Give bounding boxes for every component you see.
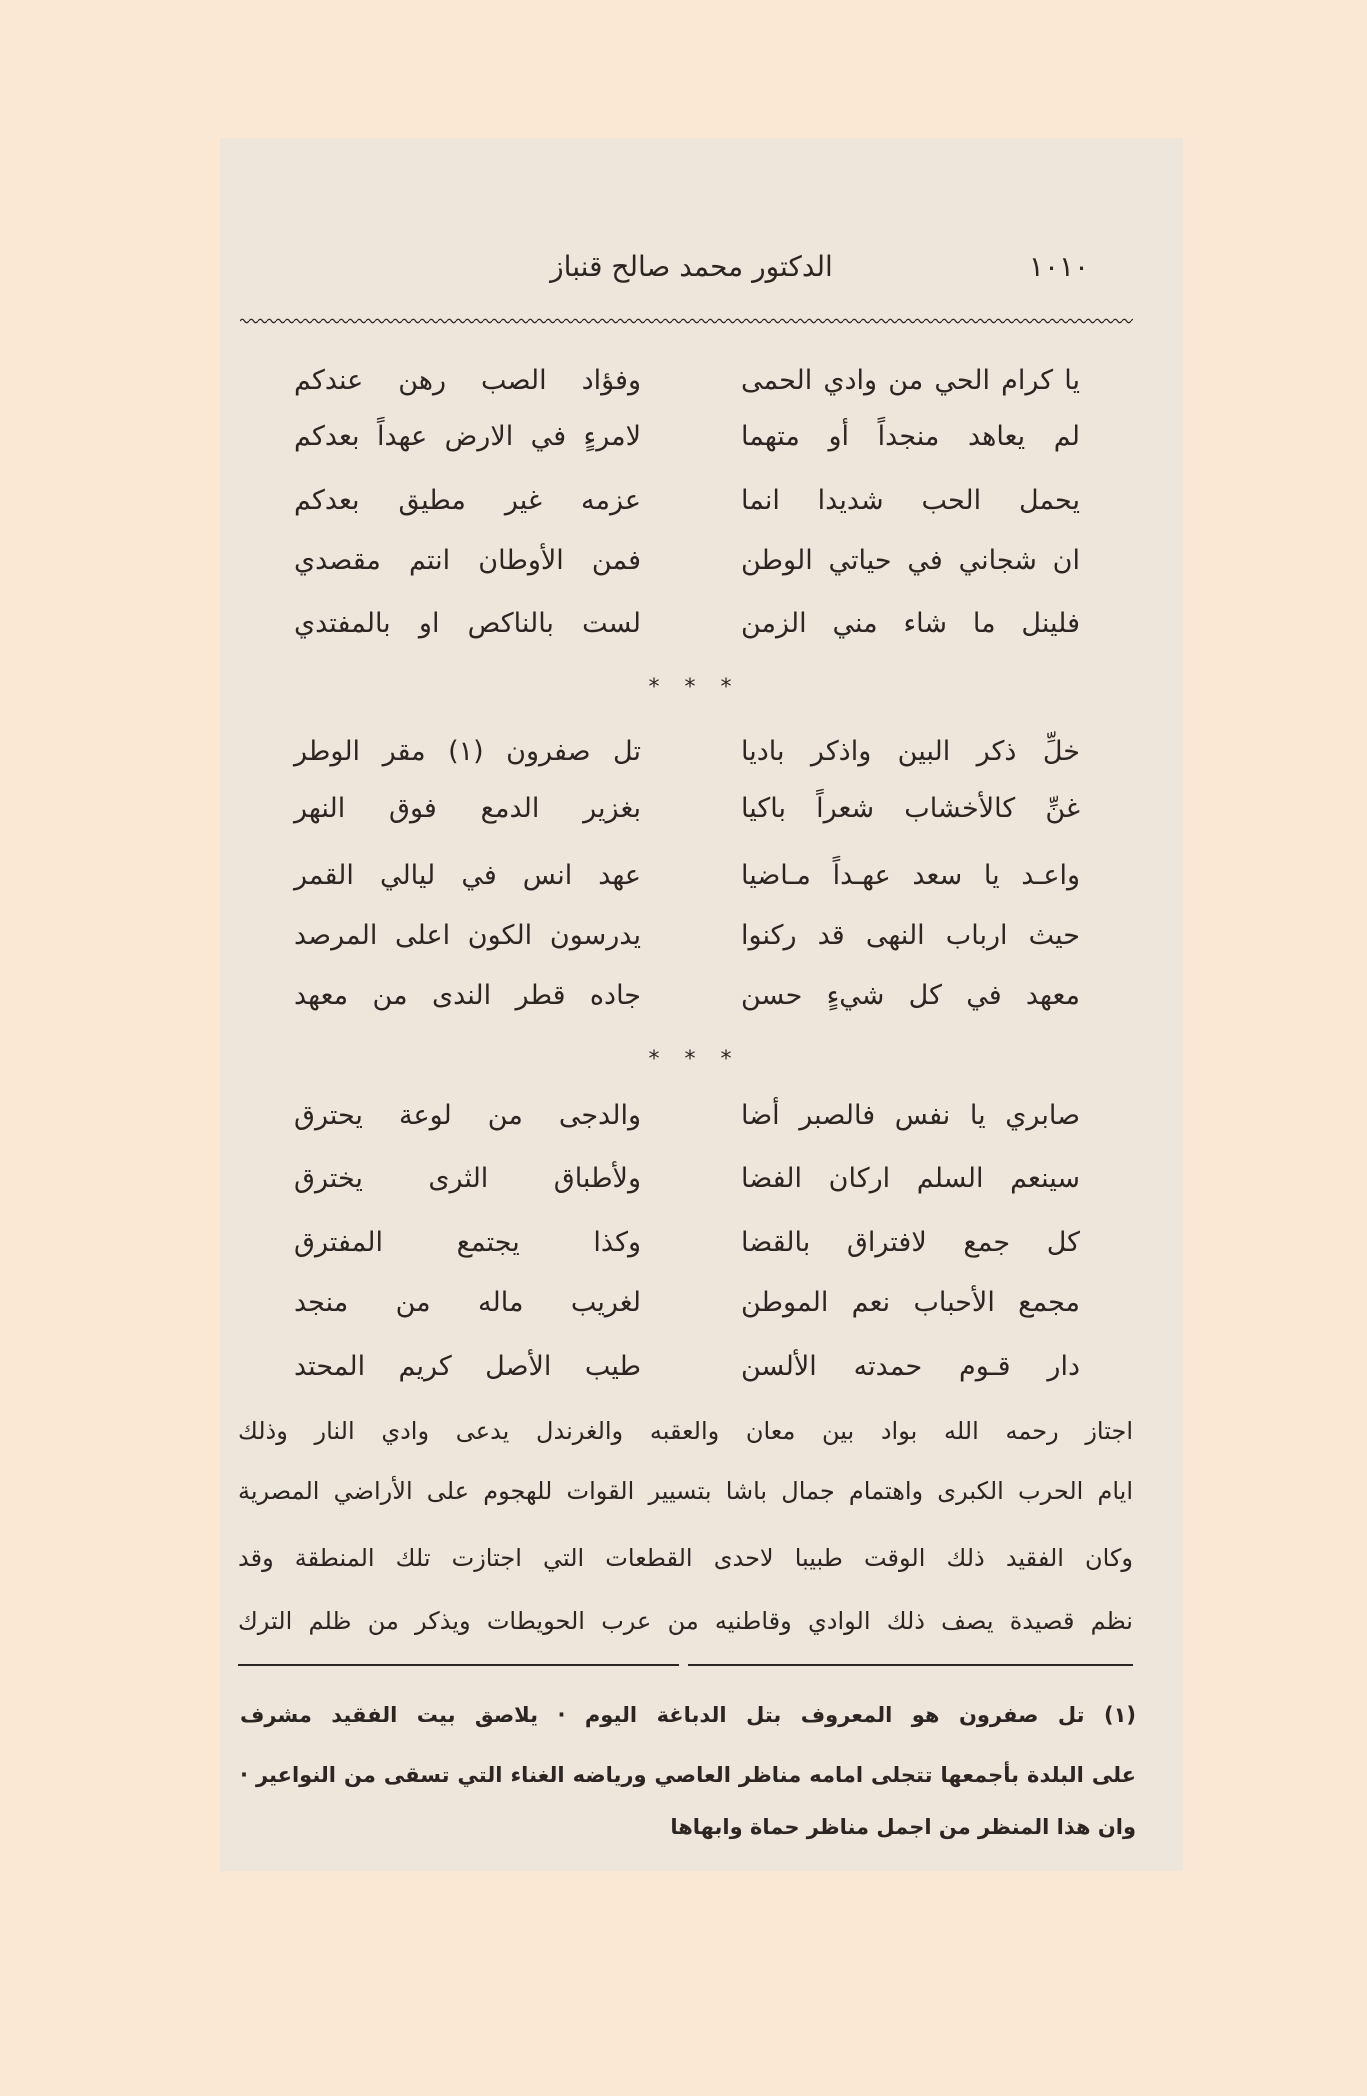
verse-second-hemistich: يدرسون الكون اعلى المرصد (294, 920, 641, 951)
footnote-line: على البلدة بأجمعها تتجلى امامه مناظر العاصي ورياضه الغناء التي تسقى من النواعير · (240, 1763, 1136, 1787)
footnote-rule-left (238, 1664, 679, 1666)
verse-first-hemistich: ان شجاني في حياتي الوطن (741, 545, 1080, 576)
verse-second-hemistich: لست بالناكص او بالمفتدي (294, 608, 641, 639)
verse-first-hemistich: لم يعاهد منجداً أو متهما (741, 421, 1080, 452)
verse-second-hemistich: لغريب ماله من منجد (294, 1287, 641, 1318)
verse-row (220, 602, 1183, 646)
verse-row (220, 854, 1183, 898)
verse-first-hemistich: كل جمع لافتراق بالقضا (741, 1227, 1080, 1258)
verse-row (220, 1157, 1183, 1201)
verse-row (220, 1281, 1183, 1325)
verse-row (220, 359, 1183, 403)
verse-second-hemistich: عزمه غير مطيق بعدكم (294, 485, 641, 516)
prose-line: وكان الفقيد ذلك الوقت طبيبا لاحدى القطعات التي اجتازت تلك المنطقة وقد (238, 1544, 1133, 1572)
verse-first-hemistich: حيث ارباب النهى قد ركنوا (741, 920, 1080, 951)
verse-first-hemistich: سينعم السلم اركان الفضا (741, 1163, 1080, 1194)
verse-row (220, 730, 1183, 774)
verse-row (220, 974, 1183, 1018)
verse-second-hemistich: طيب الأصل كريم المحتد (294, 1351, 641, 1382)
verse-second-hemistich: وكذا يجتمع المفترق (294, 1227, 641, 1258)
verse-first-hemistich: فلينل ما شاء مني الزمن (741, 608, 1080, 639)
verse-row (220, 1345, 1183, 1389)
verse-row (220, 415, 1183, 459)
book-page (220, 138, 1183, 1871)
verse-row (220, 1094, 1183, 1138)
verse-row (220, 539, 1183, 583)
verse-first-hemistich: معهد في كل شيءٍ حسن (741, 980, 1080, 1011)
verse-row (220, 479, 1183, 523)
verse-second-hemistich: وفؤاد الصب رهن عندكم (294, 365, 641, 396)
verse-second-hemistich: بغزير الدمع فوق النهر (294, 793, 641, 824)
running-title: الدكتور محمد صالح قنباز (550, 250, 833, 283)
verse-first-hemistich: خلِّ ذكر البين واذكر باديا (741, 736, 1080, 767)
verse-second-hemistich: ولأطباق الثرى يخترق (294, 1163, 641, 1194)
verse-second-hemistich: فمن الأوطان انتم مقصدي (294, 545, 641, 576)
verse-first-hemistich: يحمل الحب شديدا انما (741, 485, 1080, 516)
footnote-rule-right (688, 1664, 1133, 1666)
prose-line: نظم قصيدة يصف ذلك الوادي وقاطنيه من عرب الحويطات ويذكر من ظلم الترك (238, 1607, 1133, 1635)
verse-first-hemistich: يا كرام الحي من وادي الحمى (741, 365, 1080, 396)
prose-line: اجتاز رحمه الله بواد بين معان والعقبه والغرندل يدعى وادي النار وذلك (238, 1417, 1133, 1445)
verse-first-hemistich: مجمع الأحباب نعم الموطن (741, 1287, 1080, 1318)
footnote-line: وان هذا المنظر من اجمل مناظر حماة وابهاها (670, 1815, 1136, 1839)
verse-first-hemistich: واعـد يا سعد عهـداً مـاضيا (741, 860, 1080, 891)
footnote-line: (١) تل صفرون هو المعروف بتل الدباغة اليوم · يلاصق بيت الفقيد مشرف (240, 1703, 1136, 1727)
verse-first-hemistich: غنِّ كالأخشاب شعراً باكيا (741, 793, 1080, 824)
verse-second-hemistich: تل صفرون (١) مقر الوطر (294, 736, 641, 767)
verse-row (220, 787, 1183, 831)
prose-line: ايام الحرب الكبرى واهتمام جمال باشا بتسيير القوات للهجوم على الأراضي المصرية (238, 1477, 1133, 1505)
verse-second-hemistich: عهد انس في ليالي القمر (294, 860, 641, 891)
page-number: ١٠١٠ (1028, 250, 1090, 283)
verse-second-hemistich: والدجى من لوعة يحترق (294, 1100, 641, 1131)
verse-second-hemistich: جاده قطر الندى من معهد (294, 980, 641, 1011)
verse-first-hemistich: صابري يا نفس فالصبر أضا (741, 1100, 1080, 1131)
verse-row (220, 914, 1183, 958)
verse-first-hemistich: دار قـوم حمدته الألسن (741, 1351, 1080, 1382)
verse-row (220, 1221, 1183, 1265)
stanza-separator: * * * (648, 1047, 732, 1072)
verse-second-hemistich: لامرءٍ في الارض عهداً بعدكم (294, 421, 641, 452)
stanza-separator: * * * (648, 675, 732, 700)
wavy-header-rule (240, 316, 1133, 326)
